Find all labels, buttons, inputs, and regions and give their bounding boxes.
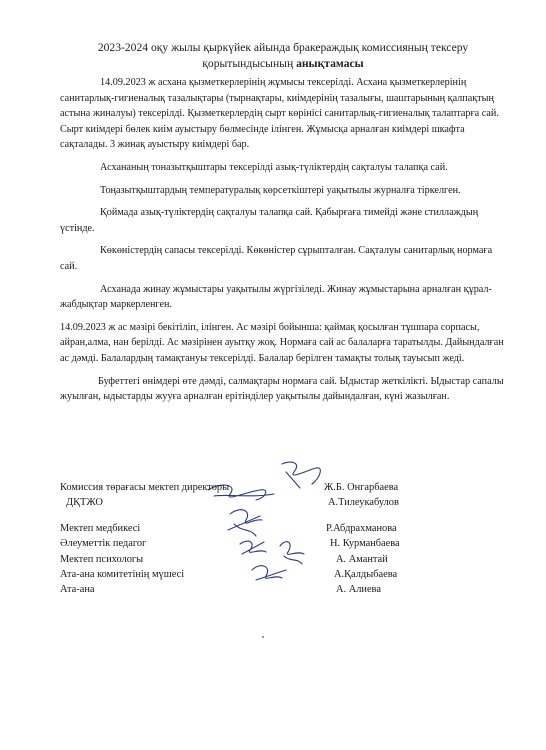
signatory-role: Әлеуметтік педагог bbox=[60, 538, 147, 550]
signatory-row bbox=[60, 495, 480, 510]
title-line-2-bold: анықтамасы bbox=[296, 57, 364, 70]
signatory-row bbox=[60, 582, 480, 597]
signatory-role: Мектеп психологы bbox=[60, 553, 144, 565]
signatory-role: Ата-ана bbox=[60, 584, 95, 596]
signatory-role: Мектеп медбикесі bbox=[60, 522, 141, 534]
title-line-2-plain: қорытындысының bbox=[202, 57, 297, 70]
signatory-role: ДҚТЖО bbox=[66, 497, 103, 509]
signatures-spacer bbox=[60, 511, 480, 521]
signatory-name: Н. Курманбаева bbox=[330, 538, 400, 550]
paragraph-fridge-temperature: Тоңазытқыштардың температуралық көрсеткіштері уақытылы журналға тіркелген. bbox=[100, 184, 461, 196]
paragraph-vegetables: Көкөністердің сапасы тексерілді. Көкөністер сұрыпталған. Сақталуы санитарлық нормаға сай. bbox=[60, 245, 493, 272]
signatory-role: Комиссия төрағасы мектеп директоры bbox=[60, 482, 230, 493]
paragraph-storage: Қоймада азық-түліктердің сақталуы талапқа сай. Қабырғаға тимейді және стиллаждың үстінде. bbox=[60, 207, 479, 234]
paragraph-fridges: Асхананың тоназытқыштары тексерілді азық-түліктердің сақталуы талапқа сай. bbox=[100, 161, 448, 173]
document-body bbox=[60, 75, 506, 412]
signatures-block bbox=[60, 480, 480, 598]
signatory-row bbox=[60, 521, 480, 536]
signatory-name: А. Амантай bbox=[336, 553, 388, 565]
page-mark bbox=[262, 636, 264, 638]
paragraph-cleaning: Асханада жинау жұмыстары уақытылы жүргізіледі. Жинау жұмыстарына арналған құрал-жабдықтар маркерленген. bbox=[60, 283, 492, 311]
paragraph-menu: 14.09.2023 ж ас мәзірі бекітіліп, ілінген. Ас мәзірі бойынша: қаймақ қосылған тұшпара сорпасы, айран,алма, нан берілді. Ас мәзірінен ауытқу жоқ. Нормаға сай ас балаларға таратылды. Дайындалған ас дәмді. Балалардың тамақтануы тексерілді. Балалар берілген тамақты толық тауысып жеді. bbox=[60, 321, 504, 364]
signatory-name: Р.Абдрахманова bbox=[326, 522, 397, 534]
paragraph-buffet: Буфеттегі өнімдері өте дәмді, салмақтары нормаға сай. Ыдыстар жеткілікті. Ыдыстар сапалы жуылған, ыдыстарды жууға арналған ерітінділер уақытылы дайындалған, күні жазылған. bbox=[60, 375, 504, 403]
signatory-name: А.Тилеукабулов bbox=[328, 497, 399, 509]
signatory-name: А. Алиева bbox=[336, 584, 381, 596]
signatory-row bbox=[60, 552, 480, 567]
signatory-row bbox=[60, 567, 480, 582]
document-title bbox=[60, 40, 506, 72]
title-line-2 bbox=[60, 56, 506, 72]
signatory-row bbox=[60, 536, 480, 551]
signatory-row bbox=[60, 480, 480, 495]
title-line-1: 2023-2024 оқу жылы қыркүйек айында бракераждық комиссияның тексеру bbox=[97, 41, 469, 54]
paragraph-staff-check: 14.09.2023 ж асхана қызметкерлерінің жұмысы тексерілді. Асхана қызметкерлерінің санитарлық-гигиеналық тазалықтары (тырнақтары, киімдерінің тазалығы, шаштарының қалпақтың астына жиналуы) тексерілді. Қызметкерлердің сырт көрінісі санитарлық-гигиеналық талаптарға сай. Сырт киімдері бөлек киім ауыстыру бөлмесінде ілінген. Жұмысқа арналған киімдері шкафта сақталады. 3 жинақ ауыстыру киімдері бар. bbox=[60, 77, 499, 151]
signatory-role: Ата-ана комитетінің мүшесі bbox=[60, 568, 185, 580]
signatory-name: А.Қалдыбаева bbox=[334, 568, 398, 580]
signatory-name: Ж.Б. Онгарбаева bbox=[324, 482, 399, 493]
